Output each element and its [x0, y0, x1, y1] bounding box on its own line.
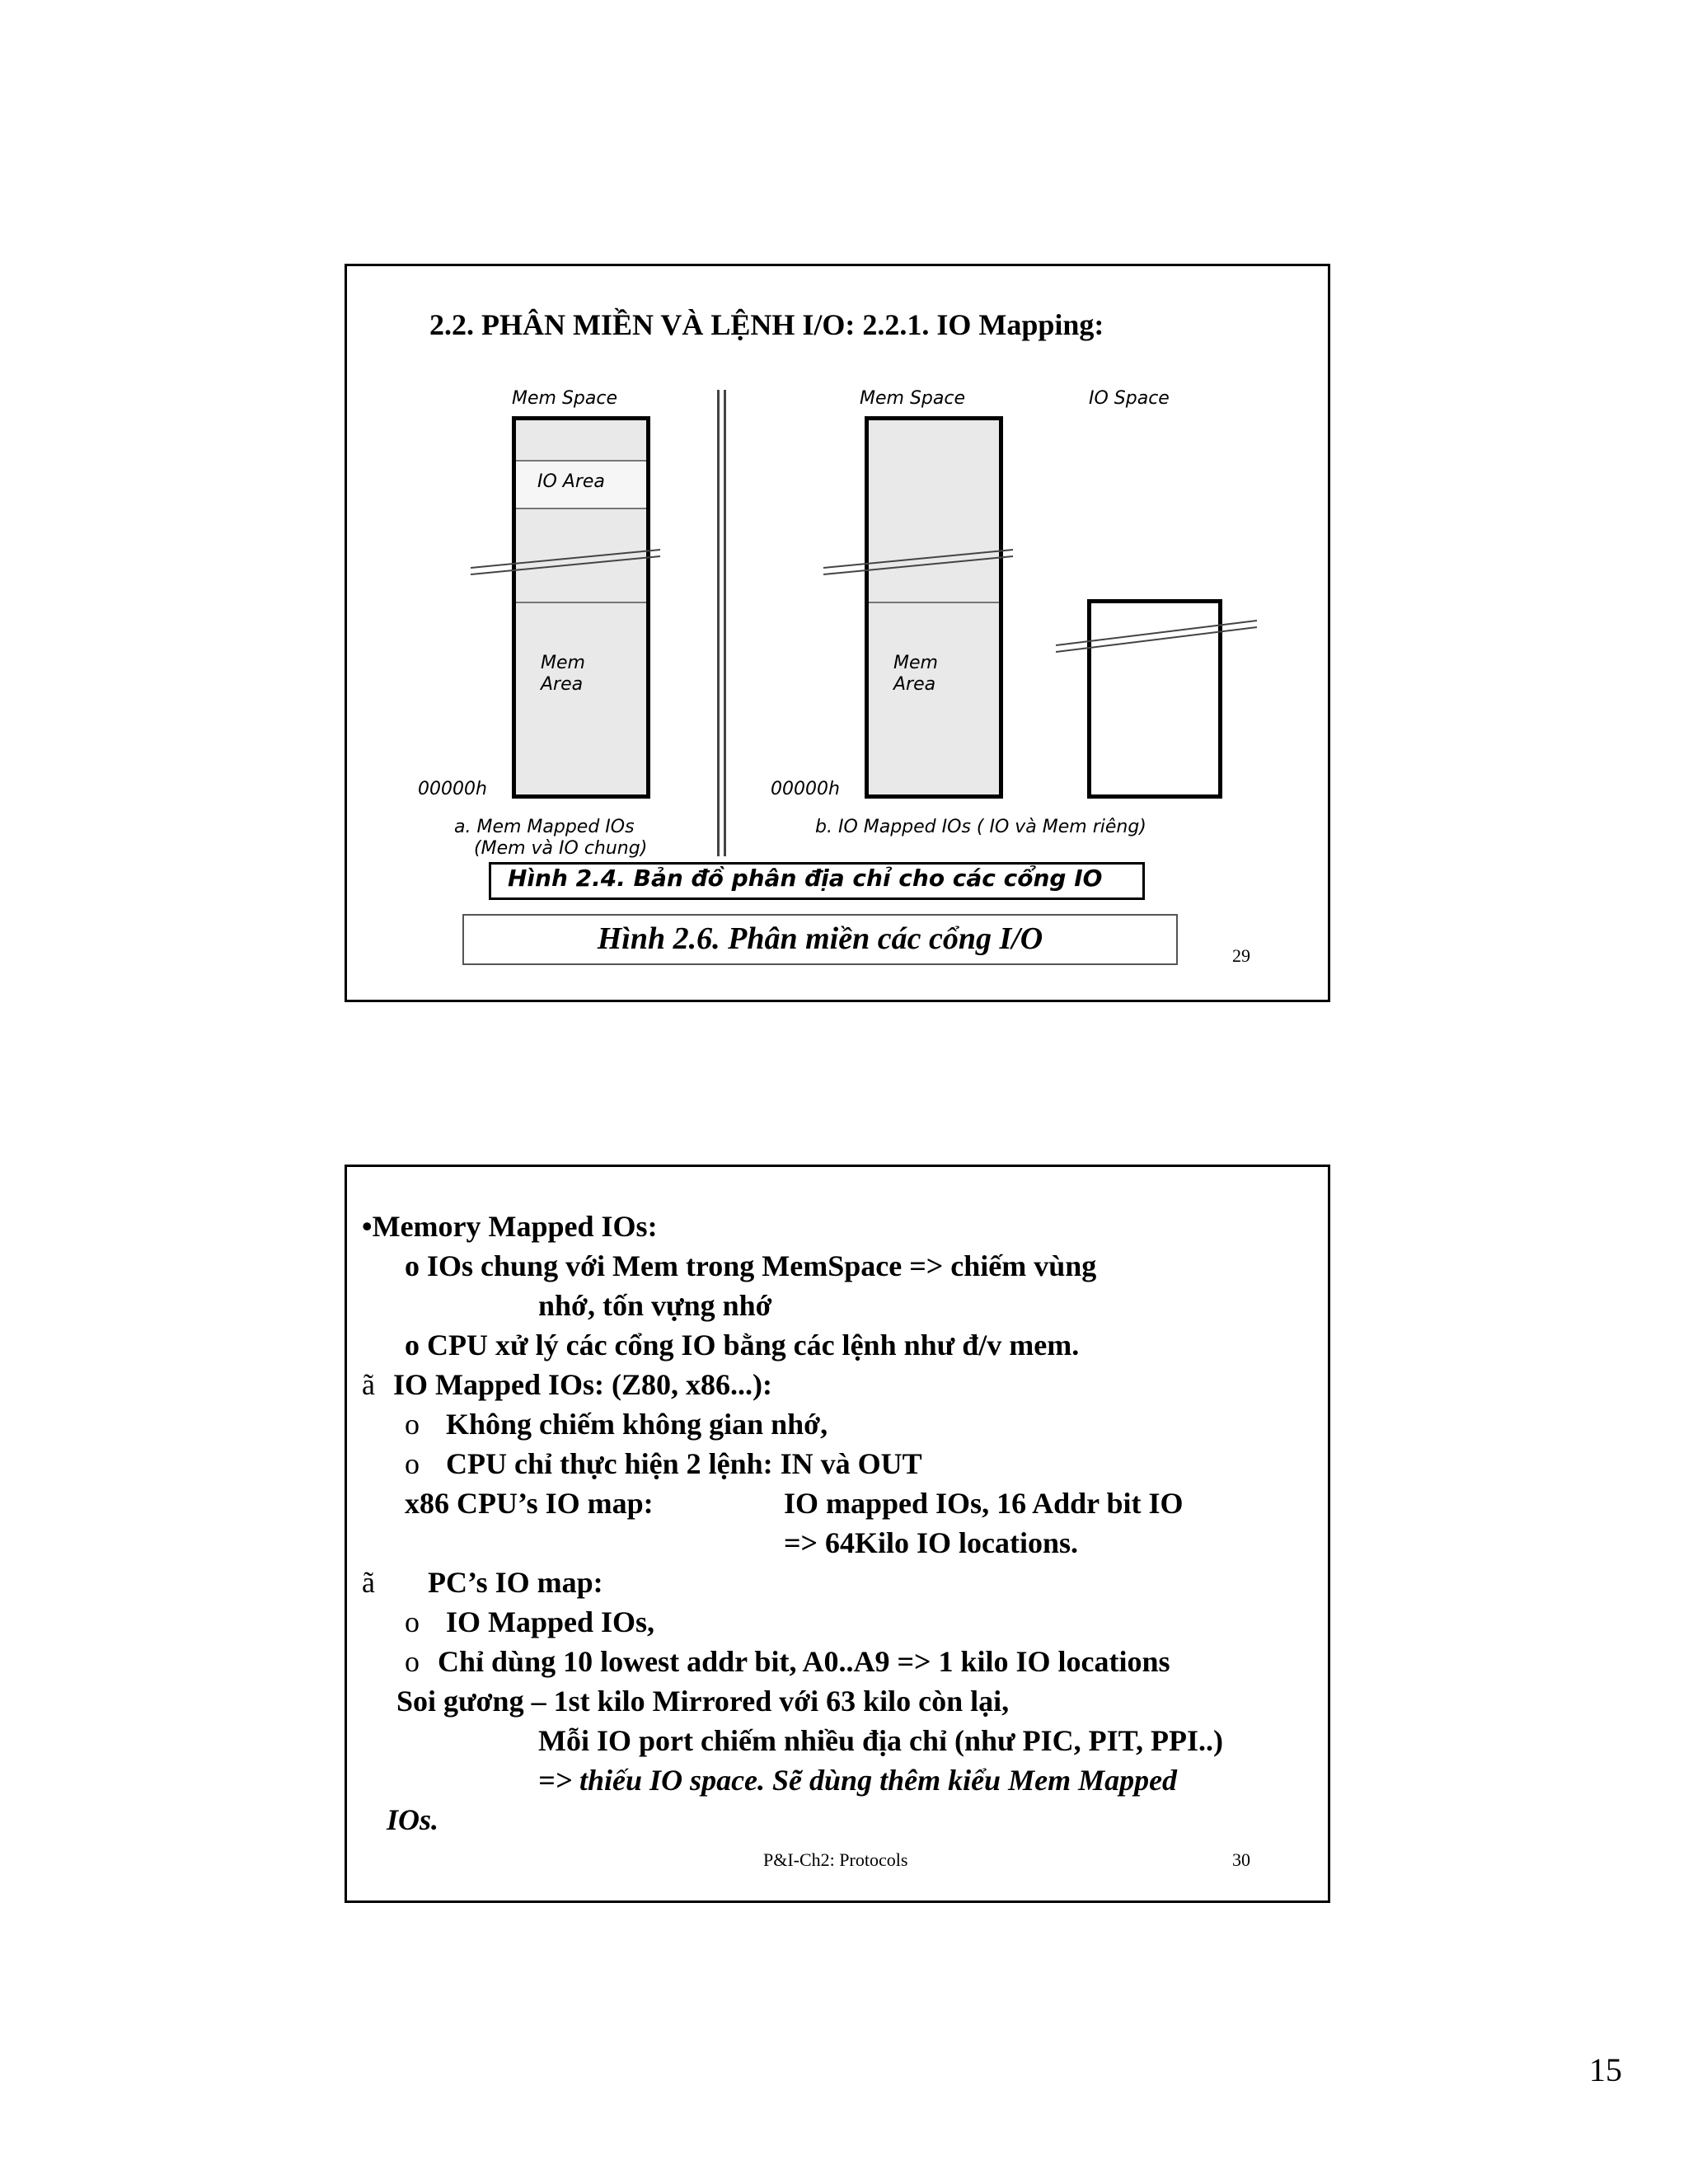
bullet-o-3: o — [405, 1605, 420, 1638]
caption-text: Hình 2.6. Phân miền các cổng I/O — [597, 921, 1043, 956]
io-area-label: IO Area — [537, 471, 605, 492]
line-soi-guong: Soi gương – 1st kilo Mirrored với 63 kilo còn lại, — [396, 1685, 1010, 1718]
mem-area-divider — [516, 602, 646, 603]
left-memory-column — [512, 416, 650, 799]
line-thieu-io-space: => thiếu IO space. Sẽ dùng thêm kiểu Mem Mapped — [538, 1764, 1178, 1797]
line-x86-map: x86 CPU’s IO map: — [405, 1487, 654, 1520]
mem-area-divider-right — [869, 602, 999, 603]
line-io-mapped-16: IO mapped IOs, 16 Addr bit IO — [784, 1487, 1184, 1520]
separator-line-2 — [724, 390, 726, 856]
slide-number: 30 — [1232, 1849, 1250, 1870]
line-io-mapped: IO Mapped IOs: (Z80, x86...): — [393, 1368, 773, 1401]
line-nho-ton: nhớ, tốn vựng nhớ — [538, 1289, 772, 1322]
line-chi-dung: Chỉ dùng 10 lowest addr bit, A0..A9 => 1 kilo IO locations — [438, 1645, 1170, 1678]
line-64kilo: => 64Kilo IO locations. — [784, 1526, 1079, 1559]
break-mark-io — [1056, 612, 1262, 662]
page-number: 15 — [1589, 2051, 1622, 2088]
caption-a-1: a. Mem Mapped IOs — [454, 817, 635, 837]
bullet-symbol-2: ã — [362, 1566, 375, 1599]
figure-label: Hình 2.4. Bản đồ phân địa chỉ cho các cổng IO — [508, 865, 1103, 892]
right-memory-column — [865, 416, 1003, 799]
line-moi-io-port: Mỗi IO port chiếm nhiều địa chỉ (như PIC, PIT, PPI..) — [538, 1724, 1223, 1757]
slide-29 — [345, 264, 1330, 1002]
slide-30 — [345, 1165, 1330, 1903]
slide-footer: P&I-Ch2: Protocols — [763, 1849, 908, 1870]
figure-label-box — [489, 862, 1145, 900]
io-space-label: IO Space — [1089, 388, 1170, 409]
addr-label-right: 00000h — [771, 779, 840, 799]
bullet-o-2: o — [405, 1447, 420, 1480]
slide-number: 29 — [1232, 945, 1250, 966]
mem-area-right-label-1: Mem — [893, 653, 938, 673]
caption-box — [462, 914, 1178, 965]
bullet-symbol-1: ã — [362, 1368, 375, 1401]
mem-area-label-1: Mem — [541, 653, 585, 673]
bullet-o-4: o — [405, 1645, 420, 1678]
bullet-o-1: o — [405, 1408, 420, 1441]
slide-title: 2.2. PHÂN MIỀN VÀ LỆNH I/O: 2.2.1. IO Mapping: — [429, 308, 1104, 341]
separator-line-1 — [717, 390, 720, 856]
break-mark-left — [471, 538, 668, 588]
line-ios-end: IOs. — [387, 1803, 439, 1836]
line-ios-chung: o IOs chung với Mem trong MemSpace => chiếm vùng — [405, 1249, 1097, 1282]
line-pc-map: PC’s IO map: — [428, 1566, 603, 1599]
line-memory-mapped: •Memory Mapped IOs: — [362, 1210, 658, 1243]
addr-label-left: 00000h — [418, 779, 487, 799]
line-io-mapped-ios: IO Mapped IOs, — [446, 1605, 655, 1638]
caption-a-2: (Mem và IO chung) — [474, 838, 648, 859]
caption-b: b. IO Mapped IOs ( IO và Mem riêng) — [815, 817, 1146, 837]
line-khong-chiem: Không chiếm không gian nhớ, — [446, 1408, 828, 1441]
right-mem-space-label: Mem Space — [860, 388, 965, 409]
line-cpu-chi: CPU chỉ thực hiện 2 lệnh: IN và OUT — [446, 1447, 922, 1480]
line-cpu-xu-ly: o CPU xử lý các cổng IO bằng các lệnh như đ/v mem. — [405, 1329, 1080, 1361]
mem-area-label-2: Area — [541, 674, 584, 695]
mem-area-right-label-2: Area — [893, 674, 936, 695]
left-mem-space-label: Mem Space — [512, 388, 617, 409]
break-mark-right — [823, 538, 1021, 588]
